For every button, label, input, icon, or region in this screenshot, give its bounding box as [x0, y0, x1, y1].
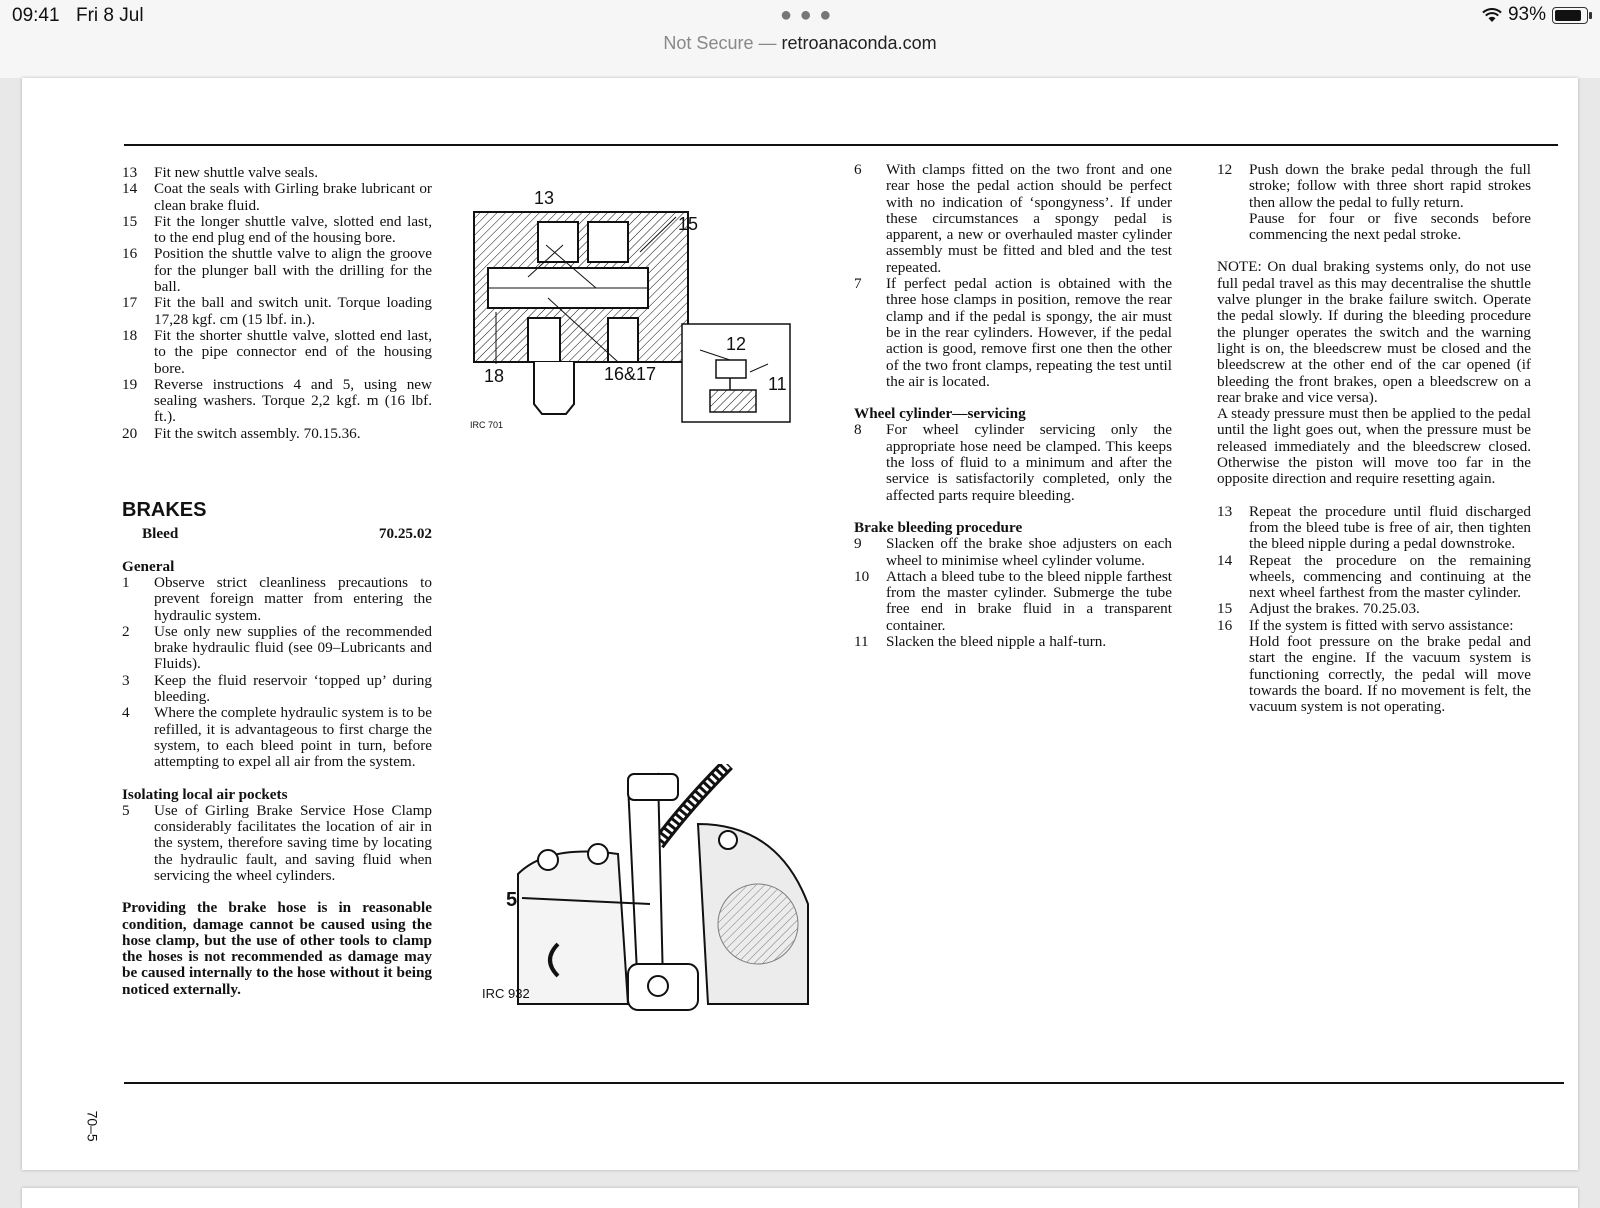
url-domain: retroanaconda.com	[781, 33, 937, 53]
step-text: Observe strict cleanliness precautions to prevent foreign matter from entering the hydraulic system.	[154, 573, 432, 624]
wifi-icon	[1482, 8, 1502, 23]
step-text: For wheel cylinder servicing only the appropriate hose need be clamped. This keeps the loss of fluid to a minimum and after the service is satisfactorily completed, only the affected parts require bleeding.	[886, 421, 1172, 504]
battery-percent: 93%	[1507, 4, 1546, 25]
step-9	[854, 536, 1172, 569]
step-text: Use of Girling Brake Service Hose Clamp considerably facilitates the location of air in the system, therefore saving time by locating the hydraulic fault, and saving fluid when servicing the wheel cylinders.	[154, 801, 432, 884]
column-1	[122, 165, 432, 998]
top-rule	[124, 144, 1558, 146]
step-text: Slacken off the brake shoe adjusters on each wheel to minimise wheel cylinder volume.	[886, 535, 1172, 569]
step-text: Coat the seals with Girling brake lubricant or clean brake fluid.	[154, 180, 432, 214]
step-text: Fit the ball and switch unit. Torque loading 17,28 kgf. cm (15 lbf. in.).	[154, 294, 432, 328]
step-text: If perfect pedal action is obtained with the three hose clamps in position, remove the rear clamp and if the pedal is spongy, the air must be in the rear cylinders. However, if the pedal action is good, remove first one then the other of the two front clamps, repeating the test until the air is located.	[886, 275, 1172, 390]
step-15	[122, 214, 432, 247]
step-13	[122, 165, 432, 181]
step-number: 16	[1217, 616, 1233, 634]
step-7	[854, 276, 1172, 390]
step-5	[122, 803, 432, 884]
step-text: Fit the switch assembly. 70.15.36.	[154, 424, 361, 442]
status-time: 09:41	[12, 5, 60, 26]
step-number: 20	[122, 424, 138, 442]
general-steps	[122, 575, 432, 771]
step-16	[1217, 618, 1531, 634]
procedure-heading: Brake bleeding procedure	[854, 518, 1023, 536]
operation-code: 70.25.02	[378, 525, 432, 543]
operation-name: Bleed	[142, 525, 179, 543]
fig2-code: IRC 932	[482, 986, 530, 1001]
step-text: Slacken the bleed nipple a half-turn.	[886, 633, 1107, 651]
step-17	[122, 295, 432, 328]
step-19	[122, 377, 432, 426]
operation-header	[122, 526, 432, 542]
general-heading: General	[122, 557, 175, 575]
step-number: 9	[854, 535, 862, 553]
step-number: 2	[122, 622, 130, 640]
fig1-code: IRC 701	[470, 420, 504, 430]
step-text: Repeat the procedure until fluid discharged from the bleed tube is free of air, then tighten the bleed nipple during a pedal downstroke.	[1249, 502, 1531, 553]
step-8	[854, 422, 1172, 503]
next-page-edge	[22, 1188, 1578, 1208]
step-number: 8	[854, 421, 862, 439]
step-14	[122, 181, 432, 214]
step-4	[122, 705, 432, 770]
step-text: Fit the longer shuttle valve, slotted end last, to the end plug end of the housing bore.	[154, 212, 432, 247]
fig1-label-12: 12	[726, 334, 747, 354]
step-number: 13	[122, 164, 138, 181]
browser-status-bar	[0, 0, 1600, 78]
dual-braking-note: NOTE: On dual braking systems only, do not use full pedal travel as this may decentralise the shuttle valve plunger in the brake failure switch. Operate the pedal slowly. If during the bleeding procedure the plunger operates the switch and the warning light is on, the bleedscrew must be closed and the bleedscrew at the other end of the car opened (if bleeding the front brakes, open a bleedscrew on a rear brake and vice versa).	[1217, 258, 1531, 406]
step-number: 1	[122, 573, 130, 591]
section-title: BRAKES	[122, 499, 207, 522]
procedure-steps	[854, 536, 1172, 650]
fig2-label-5: 5	[506, 889, 518, 911]
servo-detail: Hold foot pressure on the brake pedal and start the engine. If the vacuum system is functioning correctly, the pedal will move towards the board. If no movement is felt, the vacuum system is not operating.	[1249, 633, 1531, 716]
step-number: 7	[854, 275, 862, 293]
step-15	[1217, 601, 1531, 617]
step-12-pause: Pause for four or five seconds before commencing the next pedal stroke.	[1249, 209, 1531, 244]
wheel-cylinder-heading: Wheel cylinder—servicing	[854, 405, 1026, 423]
step-14	[1217, 553, 1531, 602]
bottom-rule	[124, 1082, 1564, 1084]
step-13	[1217, 504, 1531, 553]
isolating-heading: Isolating local air pockets	[122, 785, 288, 803]
step-number: 14	[1217, 551, 1233, 569]
security-label: Not Secure —	[663, 33, 777, 53]
step-number: 5	[122, 801, 130, 819]
step-10	[854, 569, 1172, 634]
step-number: 6	[854, 161, 862, 178]
step-number: 4	[122, 704, 130, 722]
step-text: Fit the shorter shuttle valve, slotted end last, to the pipe connector end of the housing bore.	[154, 326, 432, 377]
step-text: Fit new shuttle valve seals.	[154, 164, 319, 181]
steady-pressure-text: A steady pressure must then be applied to the pedal until the light goes out, when the pressure must be released immediately and the bleedscrew closed. Otherwise the piston will move too far in the opposite direction and require resetting again.	[1217, 405, 1531, 488]
step-text: Keep the fluid reservoir ‘topped up’ during bleeding.	[154, 671, 432, 706]
column-4	[1217, 162, 1531, 716]
step-2	[122, 624, 432, 673]
step-text: Repeat the procedure on the remaining wheels, commencing and continuing at the next wheel farthest from the master cylinder.	[1249, 551, 1531, 602]
battery-icon	[1552, 7, 1588, 24]
step-text: Where the complete hydraulic system is to be refilled, it is advantageous to first charge the system, to each bleed point in turn, before attempting to expel all air from the system.	[154, 704, 432, 771]
step-number: 10	[854, 567, 870, 585]
step-number: 17	[122, 294, 138, 312]
hose-clamp-diagram	[478, 764, 828, 1014]
step-11	[854, 634, 1172, 650]
step-text: Position the shuttle valve to align the groove for the plunger ball with the drilling for the ball.	[154, 245, 432, 296]
step-number: 11	[854, 633, 869, 651]
step-text: Push down the brake pedal through the full stroke; follow with three short rapid strokes then allow the pedal to fully return.	[1249, 161, 1531, 211]
step-16	[122, 246, 432, 295]
step-20	[122, 426, 432, 442]
page-number: 70–5	[84, 1110, 101, 1142]
step-text: Attach a bleed tube to the bleed nipple farthest from the master cylinder. Submerge the tube free end in brake fluid in a transparent container.	[886, 567, 1172, 634]
fig1-label-16-17: 16&17	[604, 364, 657, 384]
step-text: Use only new supplies of the recommended brake hydraulic fluid (see 09–Lubricants and Fluids).	[154, 622, 432, 673]
fig1-label-11: 11	[768, 374, 787, 394]
fig1-label-15: 15	[678, 214, 699, 234]
hose-clamp-warning: Providing the brake hose is in reasonable condition, damage cannot be caused using the hose clamp, but the use of other tools to clamp the hoses is not recommended as damage may be caused internally to the hose without it being noticed externally.	[122, 899, 432, 998]
fig1-label-18: 18	[484, 366, 505, 386]
status-indicators	[1482, 4, 1588, 26]
step-number: 15	[122, 212, 138, 230]
step-3	[122, 673, 432, 706]
step-number: 12	[1217, 161, 1233, 178]
step-number: 13	[1217, 502, 1233, 520]
column-3	[854, 162, 1172, 650]
final-steps	[1217, 504, 1531, 618]
step-number: 19	[122, 375, 138, 393]
wheel-cylinder-steps	[854, 422, 1172, 503]
step-number: 16	[122, 245, 138, 263]
document-page	[22, 78, 1578, 1170]
clamp-test-steps	[854, 162, 1172, 390]
step-number: 3	[122, 671, 130, 689]
step-12	[1217, 162, 1531, 211]
shuttle-valve-steps	[122, 165, 432, 442]
more-options-icon[interactable]: ● ● ●	[780, 4, 833, 26]
address-bar[interactable]	[0, 33, 1600, 54]
step-number: 18	[122, 326, 138, 344]
shuttle-valve-diagram	[468, 182, 794, 432]
step-number: 14	[122, 180, 138, 198]
step-18	[122, 328, 432, 377]
status-date: Fri 8 Jul	[76, 5, 144, 26]
step-number: 15	[1217, 600, 1233, 618]
step-text: Adjust the brakes. 70.25.03.	[1249, 600, 1420, 618]
step-text: Reverse instructions 4 and 5, using new sealing washers. Torque 2,2 kgf. m (16 lbf. ft.).	[154, 375, 432, 426]
fig1-label-13: 13	[534, 188, 555, 208]
step-6	[854, 162, 1172, 276]
battery-fill	[1555, 10, 1581, 21]
isolating-steps	[122, 803, 432, 884]
step-text: If the system is fitted with servo assistance:	[1249, 616, 1514, 634]
step-1	[122, 575, 432, 624]
step-text: With clamps fitted on the two front and one rear hose the pedal action should be perfect with no indication of ‘spongyness’. If under these circumstances a spongy pedal is apparent, a new or overhauled master cylinder assembly must be fitted and bled and the test repeated.	[886, 161, 1172, 276]
